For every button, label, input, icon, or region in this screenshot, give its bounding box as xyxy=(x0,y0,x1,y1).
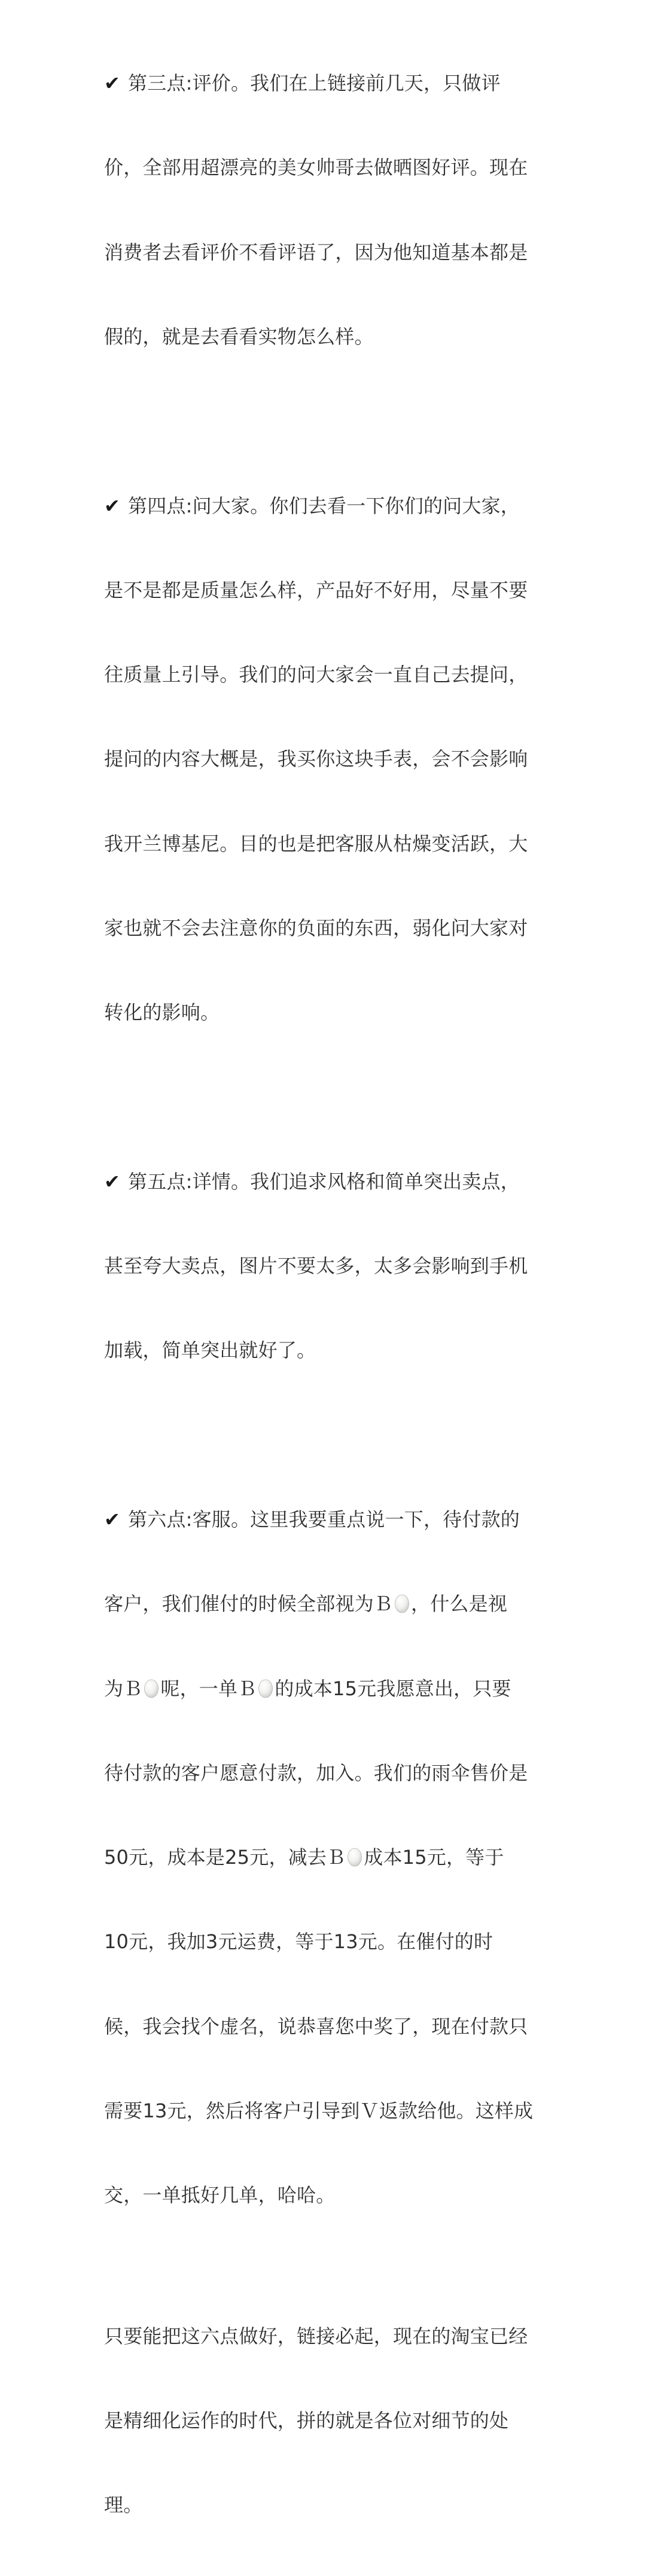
section-5-details xyxy=(104,1112,542,1421)
section-6-line-5 xyxy=(104,1844,542,1872)
section-3-line-2: 价，全部用超漂亮的美女帅哥去做晒图好评。现在 xyxy=(104,156,528,179)
text-segment: 50元，成本是25元，减去Ｂ xyxy=(104,1846,346,1869)
egg-icon xyxy=(143,1677,160,1699)
section-6-customer-service xyxy=(104,1449,542,2266)
section-5-heading-text: 第五点:详情。我们追求风格和简单突出卖点， xyxy=(128,1170,520,1193)
check-mark-icon: ✔ xyxy=(104,72,121,95)
conclusion-line-2: 是精细化运作的时代，拼的就是各位对细节的处 xyxy=(104,2409,509,2432)
section-4-line-4: 提问的内容大概是，我买你这块手表，会不会影响 xyxy=(104,747,528,771)
egg-icon xyxy=(257,1677,274,1699)
section-4-questions xyxy=(104,435,542,1083)
section-5-line-1 xyxy=(104,1168,542,1196)
section-6-line-6: 10元，我加3元运费，等于13元。在催付的时 xyxy=(104,1930,493,1954)
paragraph-gap xyxy=(104,407,542,435)
egg-icon xyxy=(346,1846,363,1867)
conclusion-line-1: 只要能把这六点做好，链接必起，现在的淘宝已经 xyxy=(104,2324,528,2348)
text-segment: 的成本15元我愿意出，只要 xyxy=(275,1677,511,1700)
egg-icon xyxy=(394,1592,410,1614)
check-mark-icon: ✔ xyxy=(104,494,121,517)
section-5-line-2: 甚至夸大卖点，图片不要太多，太多会影响到手机 xyxy=(104,1255,528,1278)
section-3-review xyxy=(104,13,542,407)
section-3-line-4: 假的，就是去看看实物怎么样。 xyxy=(104,325,374,349)
article-body xyxy=(104,13,542,2576)
section-4-heading-text: 第四点:问大家。你们去看一下你们的问大家， xyxy=(128,494,520,517)
check-mark-icon: ✔ xyxy=(104,1507,121,1531)
section-6-line-7: 候，我会找个虚名，说恭喜您中奖了，现在付款只 xyxy=(104,2015,528,2038)
check-mark-icon: ✔ xyxy=(104,1170,121,1193)
section-5-line-3: 加载，简单突出就好了。 xyxy=(104,1339,316,1362)
section-4-line-1 xyxy=(104,492,542,520)
section-6-line-1 xyxy=(104,1506,542,1534)
conclusion-line-3: 理。 xyxy=(104,2493,143,2517)
conclusion xyxy=(104,2266,542,2576)
section-6-line-8: 需要13元，然后将客户引导到Ｖ返款给他。这样成 xyxy=(104,2099,534,2122)
section-4-line-7: 转化的影响。 xyxy=(104,1001,220,1024)
text-segment: ，什么是视 xyxy=(411,1592,508,1616)
section-6-line-3 xyxy=(104,1675,542,1703)
text-segment: 成本15元，等于 xyxy=(364,1846,504,1869)
text-segment: 呢，一单Ｂ xyxy=(160,1677,257,1700)
section-4-line-6: 家也就不会去注意你的负面的东西，弱化问大家对 xyxy=(104,917,528,939)
section-4-line-3: 往质量上引导。我们的问大家会一直自己去提问， xyxy=(104,663,528,686)
section-6-line-4: 待付款的客户愿意付款，加入。我们的雨伞售价是 xyxy=(104,1761,528,1784)
section-4-line-5: 我开兰博基尼。目的也是把客服从枯燥变活跃，大 xyxy=(104,832,528,855)
text-segment: 为Ｂ xyxy=(104,1677,143,1700)
section-6-heading-text: 第六点:客服。这里我要重点说一下，待付款的 xyxy=(128,1507,520,1531)
section-3-line-3: 消费者去看评价不看评语了，因为他知道基本都是 xyxy=(104,240,528,264)
section-4-line-2: 是不是都是质量怎么样，产品好不好用，尽量不要 xyxy=(104,578,528,602)
section-6-line-9: 交，一单抵好几单，哈哈。 xyxy=(104,2184,336,2207)
section-3-line-1 xyxy=(104,69,542,97)
paragraph-gap xyxy=(104,1083,542,1112)
section-3-heading-text: 第三点:评价。我们在上链接前几天，只做评 xyxy=(128,72,501,95)
section-6-line-2 xyxy=(104,1590,542,1618)
paragraph-gap xyxy=(104,1421,542,1449)
text-segment: 客户，我们催付的时候全部视为Ｂ xyxy=(104,1592,394,1616)
